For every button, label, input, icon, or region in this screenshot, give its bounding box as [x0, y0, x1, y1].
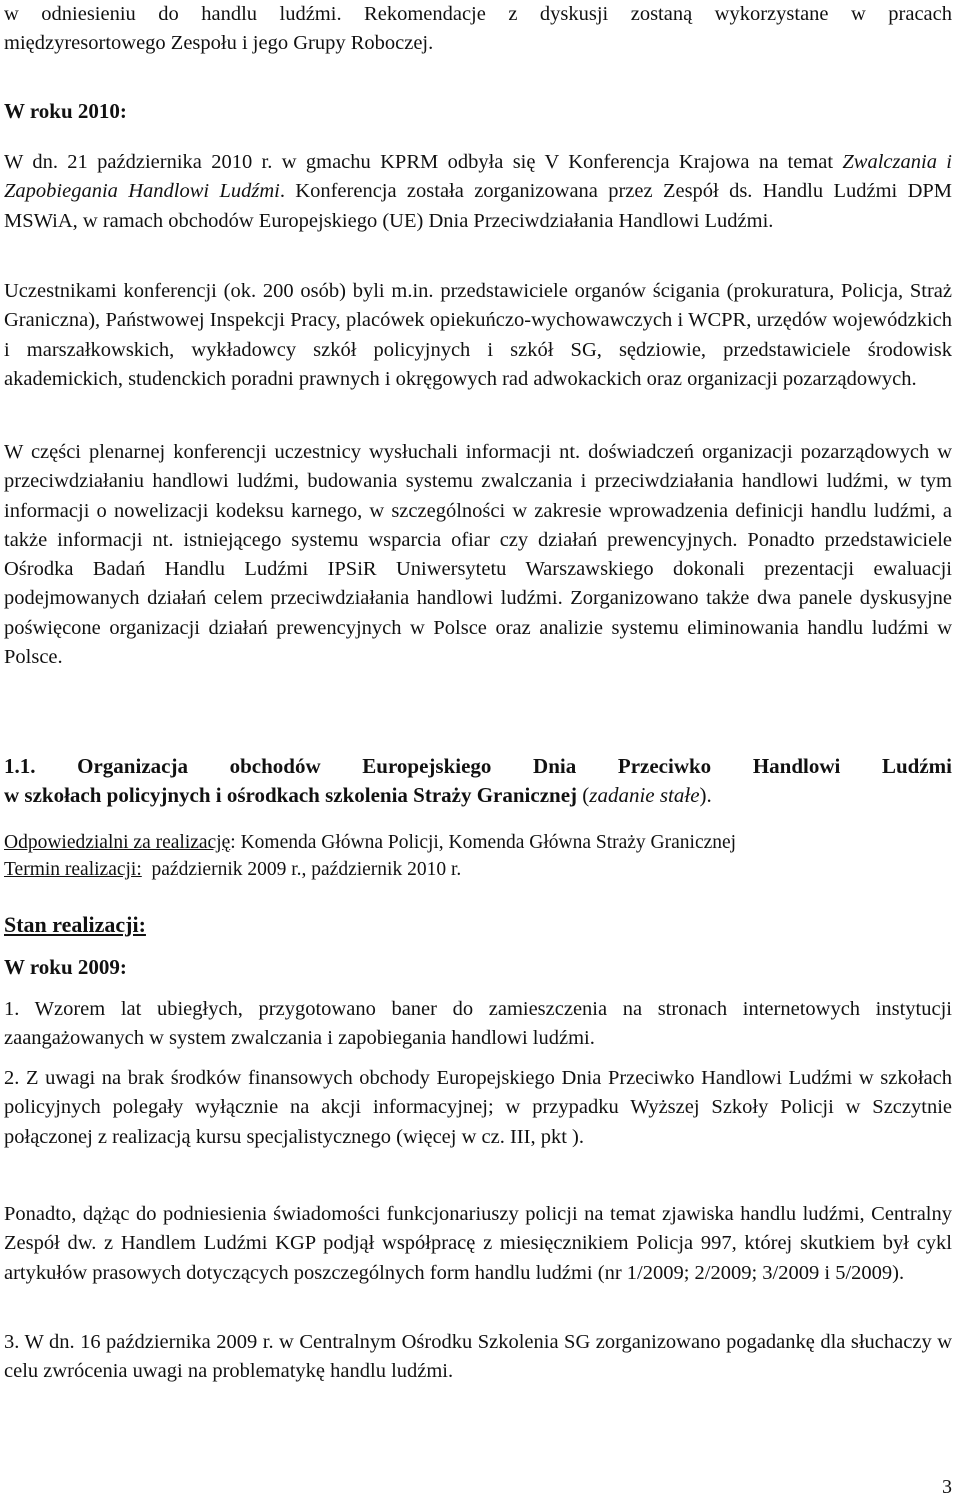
section-title-1: Organizacja obchodów Europejskiego Dnia Przeciwko Handlowi Ludźmi	[77, 754, 953, 778]
conference-title: Zwalczania i Zapobiegania Handlowi Ludźmi	[4, 151, 952, 203]
task-note-open: (	[577, 783, 590, 808]
conference-paragraph	[4, 148, 952, 236]
section-title-line-2	[4, 781, 952, 810]
section-title-2: w szkołach policyjnych i ośrodkach szkolenia Straży Granicznej	[4, 783, 578, 808]
conference-text-b: . Konferencja została zorganizowana przez Zespół ds. Handlu Ludźmi DPM MSWiA, w ramach obchodów Europejskiego (UE) Dnia Przeciwdziałania Handlowi Ludźmi.	[4, 180, 953, 232]
term-label: Termin realizacji:	[4, 859, 142, 880]
term-value: październik 2009 r., październik 2010 r.	[141, 859, 462, 880]
status-heading: Stan realizacji:	[4, 912, 146, 937]
responsible-line	[4, 829, 952, 856]
status-paragraph: Ponadto, dążąc do podniesienia świadomości funkcjonariuszy policji na temat zjawiska handlu ludźmi, Centralny Zespół dw. z Handlem Ludźmi KGP podjął współpracę z miesięcznikiem Policja 997, której skutkiem był cykl artykułów prasowych dotyczących poszczególnych form handlu ludźmi (nr 1/2009; 2/2009; 3/2009 i 5/2009).	[4, 1203, 952, 1284]
status-item-2: 2. Z uwagi na brak środków finansowych obchody Europejskiego Dnia Przeciwko Handlowi Ludźmi w szkołach policyjnych polegały wyłącznie na akcji informacyjnej; w przypadku Wyższej Szkoły Policji w Szczytnie połączonej z realizacją kursu specjalistycznego (więcej w cz. III, pkt ).	[4, 1067, 952, 1148]
plenary-paragraph: W części plenarnej konferencji uczestnicy wysłuchali informacji nt. doświadczeń organizacji pozarządowych w przeciwdziałaniu handlowi ludźmi, budowania systemu zwalczania i przeciwdziałania handlowi ludźmi, w tym informacji o nowelizacji kodeksu karnego, w szczególności w zakresie wprowadzenia definicji handlu ludźmi, a także informacji nt. istniejącego systemu wsparcia ofiar czy działań prewencyjnych. Ponadto przedstawiciele Ośrodka Badań Handlu Ludźmi IPSiR Uniwersytetu Warszawskiego dokonali prezentacji ewaluacji podejmowanych działań celem przeciwdziałania handlowi ludźmi. Zorganizowano także dwa panele dyskusyjne poświęcone organizacji działań prewencyjnych w Polsce oraz analizie systemu eliminowania handlu ludźmi w Polsce.	[4, 441, 952, 669]
status-item-1: 1. Wzorem lat ubiegłych, przygotowano baner do zamieszczenia na stronach internetowych instytucji zaangażowanych w system zwalczania i zapobiegania handlowi ludźmi.	[4, 998, 952, 1050]
section-heading	[4, 752, 952, 811]
section-title-line-1	[4, 752, 952, 781]
status-item-3: 3. W dn. 16 października 2009 r. w Centralnym Ośrodku Szkolenia SG zorganizowano pogadankę dla słuchaczy w celu zwrócenia uwagi na problematykę handlu ludźmi.	[4, 1331, 952, 1383]
conference-text-a: W dn. 21 października 2010 r. w gmachu KPRM odbyła się V Konferencja Krajowa na temat	[4, 151, 834, 173]
page-number: 3	[942, 1476, 952, 1498]
section-number: 1.1.	[4, 754, 36, 778]
intro-line-1: w odniesieniu do handlu ludźmi. Rekomendacje z dyskusji zostaną wykorzystane w pracach	[4, 3, 952, 25]
year-2010-heading: W roku 2010:	[4, 99, 127, 123]
task-note: zadanie stałe	[589, 783, 700, 808]
responsible-label: Odpowiedzialni za realizację	[4, 832, 231, 853]
participants-paragraph: Uczestnikami konferencji (ok. 200 osób) byli m.in. przedstawiciele organów ścigania (prokuratura, Policja, Straż Graniczna), Państwowej Inspekcji Pracy, placówek opiekuńczo-wychowawczych i WCPR, urzędów wojewódzkich i marszałkowskich, wykładowcy szkół policyjnych i szkół SG, sędziowie, przedstawiciele środowisk akademickich, studenckich poradni prawnych i okręgowych rad adwokackich oraz organizacji pozarządowych.	[4, 280, 952, 390]
intro-paragraph	[4, 0, 952, 59]
responsibility-block	[4, 829, 952, 883]
responsible-value: : Komenda Główna Policji, Komenda Główna Straży Granicznej	[230, 832, 737, 853]
term-line	[4, 856, 952, 883]
intro-line-2: międzyresortowego Zespołu i jego Grupy Roboczej.	[4, 32, 434, 55]
year-2009-heading: W roku 2009:	[4, 955, 127, 979]
task-note-close: ).	[699, 783, 712, 808]
